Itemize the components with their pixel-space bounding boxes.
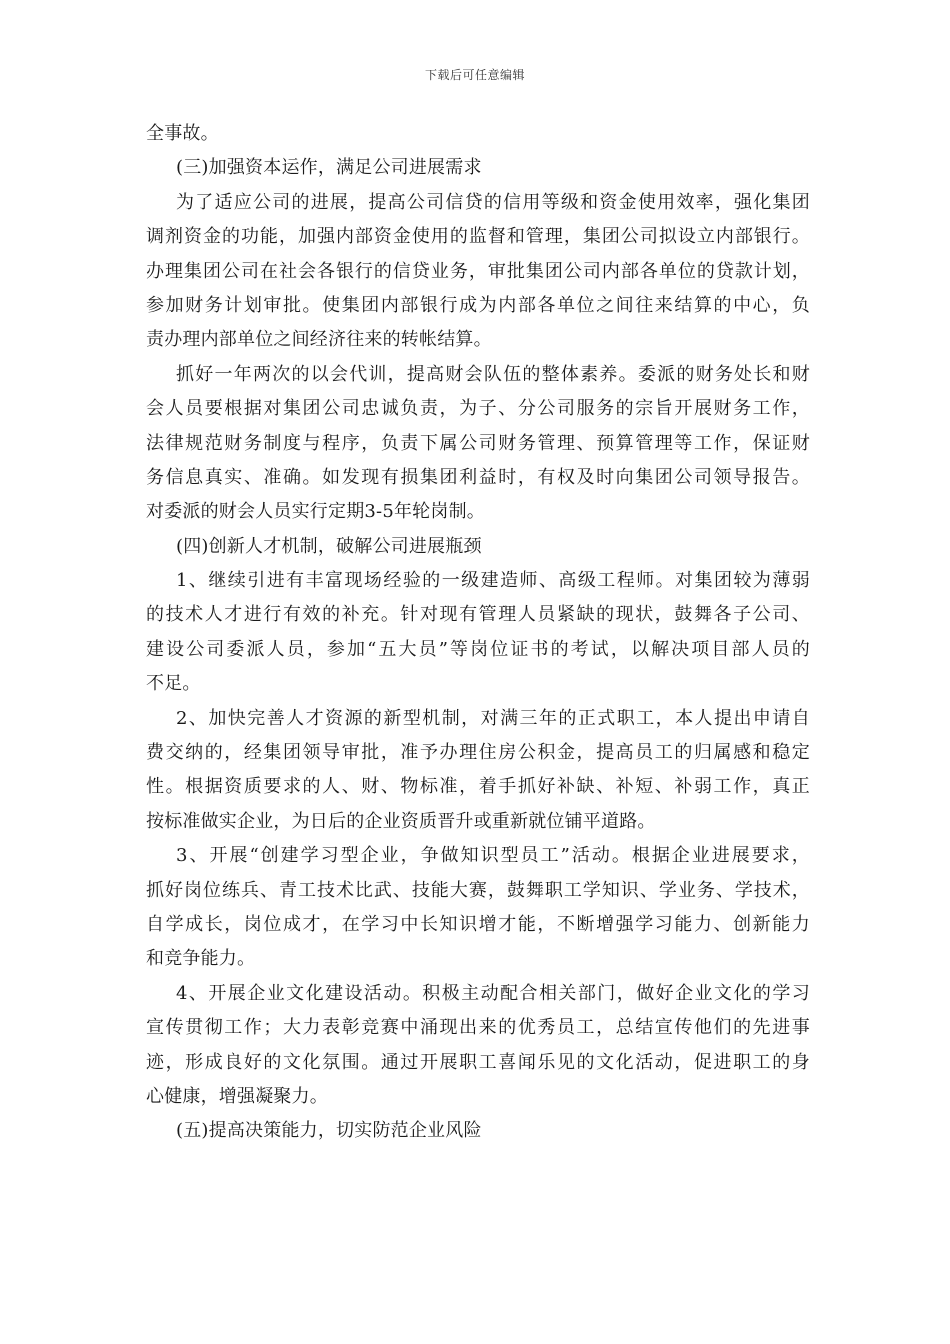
- section-heading: (五)提高决策能力，切实防范企业风险: [176, 1120, 482, 1142]
- paragraph-line: 性。根据资质要求的人、财、物标准，着手抓好补缺、补短、补弱工作，真正: [146, 776, 810, 798]
- paragraph-line: 责办理内部单位之间经济往来的转帐结算。: [146, 329, 492, 351]
- page-header-note: 下载后可任意编辑: [424, 68, 525, 82]
- paragraph-line: 对委派的财会人员实行定期3-5年轮岗制。: [146, 501, 485, 523]
- paragraph-line: 调剂资金的功能，加强内部资金使用的监督和管理，集团公司拟设立内部银行。: [146, 226, 810, 248]
- paragraph-line: 建设公司委派人员，参加“五大员”等岗位证书的考试，以解决项目部人员的: [146, 638, 810, 660]
- paragraph-line: 1、继续引进有丰富现场经验的一级建造师、高级工程师。对集团较为薄弱: [176, 570, 810, 592]
- paragraph-line: 抓好一年两次的以会代训，提高财会队伍的整体素养。委派的财务处长和财: [176, 363, 810, 385]
- paragraph-line: 和竞争能力。: [146, 948, 256, 970]
- paragraph-line: 自学成长，岗位成才，在学习中长知识增才能，不断增强学习能力、创新能力: [146, 913, 810, 935]
- paragraph-line: 3、开展“创建学习型企业，争做知识型员工”活动。根据企业进展要求，: [176, 845, 810, 867]
- section-heading: (四)创新人才机制，破解公司进展瓶颈: [176, 535, 482, 557]
- paragraph-line: 4、开展企业文化建设活动。积极主动配合相关部门，做好企业文化的学习: [176, 982, 810, 1004]
- paragraph-line: 心健康，增强凝聚力。: [146, 1085, 328, 1107]
- paragraph-line: 务信息真实、准确。如发现有损集团利益时，有权及时向集团公司领导报告。: [146, 466, 810, 488]
- paragraph-line: 抓好岗位练兵、青工技术比武、技能大赛，鼓舞职工学知识、学业务、学技术，: [146, 879, 810, 901]
- paragraph-line: 迹，形成良好的文化氛围。通过开展职工喜闻乐见的文化活动，促进职工的身: [146, 1051, 810, 1073]
- paragraph-line: 按标准做实企业，为日后的企业资质晋升或重新就位铺平道路。: [146, 810, 656, 832]
- paragraph-line: 法律规范财务制度与程序，负责下属公司财务管理、预算管理等工作，保证财: [146, 432, 810, 454]
- paragraph-line: 费交纳的，经集团领导审批，准予办理住房公积金，提高员工的归属感和稳定: [146, 742, 810, 764]
- section-heading: (三)加强资本运作，满足公司进展需求: [176, 157, 482, 179]
- paragraph-line: 会人员要根据对集团公司忠诚负责，为子、分公司服务的宗旨开展财务工作，: [146, 398, 810, 420]
- paragraph-line: 不足。: [146, 673, 201, 695]
- paragraph-line: 宣传贯彻工作；大力表彰竞赛中涌现出来的优秀员工，总结宣传他们的先进事: [146, 1017, 810, 1039]
- paragraph-line: 2、加快完善人才资源的新型机制，对满三年的正式职工，本人提出申请自: [176, 707, 810, 729]
- paragraph-line: 参加财务计划审批。使集团内部银行成为内部各单位之间往来结算的中心，负: [146, 294, 810, 316]
- paragraph-line: 为了适应公司的进展，提高公司信贷的信用等级和资金使用效率，强化集团: [176, 191, 810, 213]
- paragraph-line: 办理集团公司在社会各银行的信贷业务，审批集团公司内部各单位的贷款计划，: [146, 260, 810, 282]
- document-body: [146, 117, 810, 1149]
- paragraph-line: 的技术人才进行有效的补充。针对现有管理人员紧缺的现状，鼓舞各子公司、: [146, 604, 810, 626]
- paragraph-line: 全事故。: [146, 123, 219, 144]
